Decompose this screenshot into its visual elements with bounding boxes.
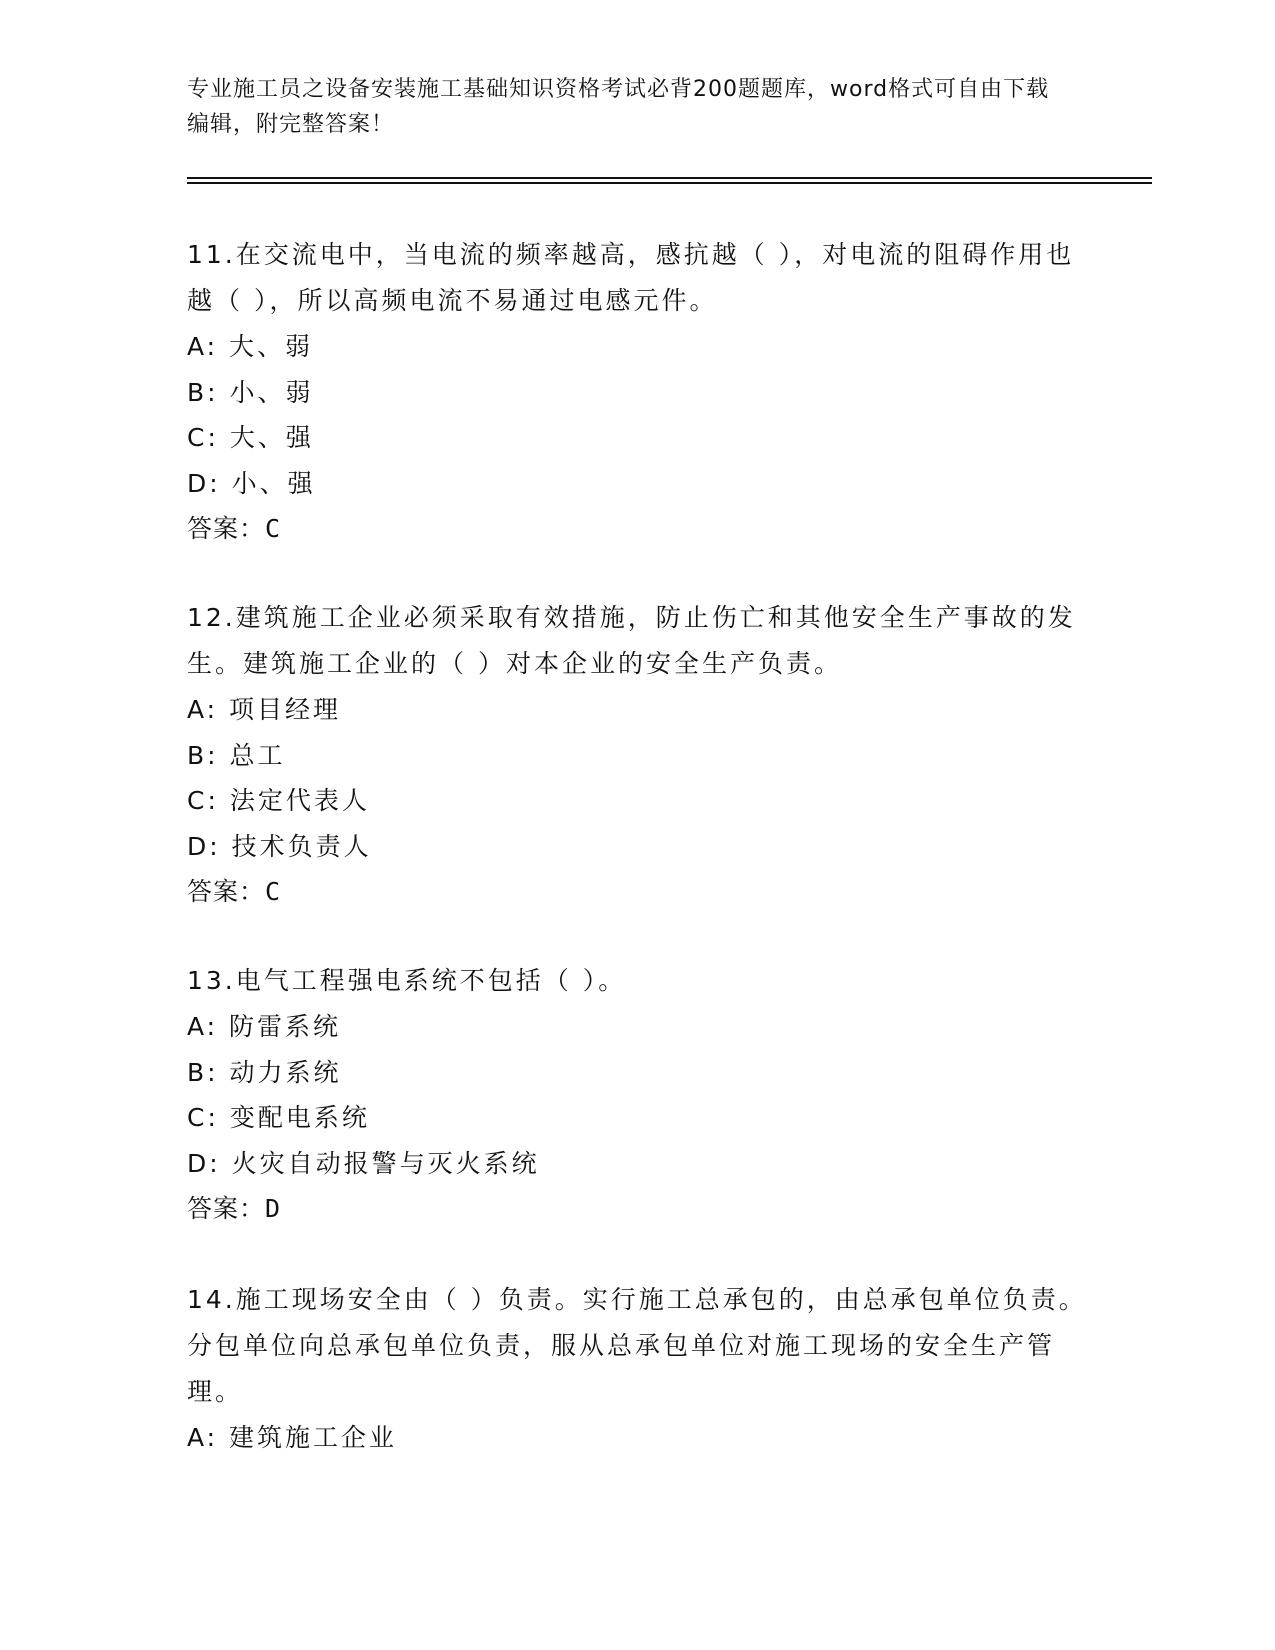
option-a: A: 大、弱 (187, 332, 314, 361)
answer-value: D (265, 1194, 282, 1223)
question-12 (187, 595, 1087, 915)
question-14 (187, 1277, 1087, 1461)
option-c: C: 大、强 (187, 423, 314, 452)
option-b: B: 小、弱 (187, 377, 314, 407)
question-stem: 14.施工现场安全由（ ）负责。实行施工总承包的，由总承包单位负责。分包单位向总承包单位负责，服从总承包单位对施工现场的安全生产管理。 (187, 1285, 1087, 1406)
option-a: A: 建筑施工企业 (187, 1423, 398, 1452)
answer-label: 答案： (187, 877, 266, 906)
answer-line (187, 1186, 1087, 1232)
question-stem: 13.电气工程强电系统不包括（ ）。 (187, 966, 627, 995)
answer-label: 答案： (187, 514, 266, 543)
answer-value: C (265, 877, 282, 906)
question-stem: 11.在交流电中，当电流的频率越高，感抗越（ ），对电流的阻碍作用也越（ ），所以高频电流不易通过电感元件。 (187, 240, 1075, 315)
option-d: D: 火灾自动报警与灭火系统 (187, 1148, 540, 1178)
question-11 (187, 232, 1087, 552)
header-divider-top (187, 177, 1152, 179)
answer-label: 答案： (187, 1194, 266, 1223)
question-13 (187, 958, 1087, 1232)
header-divider-bottom (187, 182, 1152, 184)
answer-value: C (265, 514, 282, 543)
option-d: D: 小、强 (187, 468, 316, 498)
option-c: C: 法定代表人 (187, 786, 370, 815)
document-header: 专业施工员之设备安装施工基础知识资格考试必背200题题库，word格式可自由下载编辑，附完整答案！ (187, 77, 1050, 137)
answer-line (187, 506, 1087, 552)
option-a: A: 防雷系统 (187, 1012, 342, 1041)
option-b: B: 动力系统 (187, 1057, 342, 1087)
question-stem: 12.建筑施工企业必须采取有效措施，防止伤亡和其他安全生产事故的发生。建筑施工企业的（ ）对本企业的安全生产负责。 (187, 603, 1076, 678)
answer-line (187, 869, 1087, 915)
option-b: B: 总工 (187, 740, 286, 770)
option-d: D: 技术负责人 (187, 831, 372, 861)
option-c: C: 变配电系统 (187, 1103, 370, 1132)
option-a: A: 项目经理 (187, 695, 342, 724)
